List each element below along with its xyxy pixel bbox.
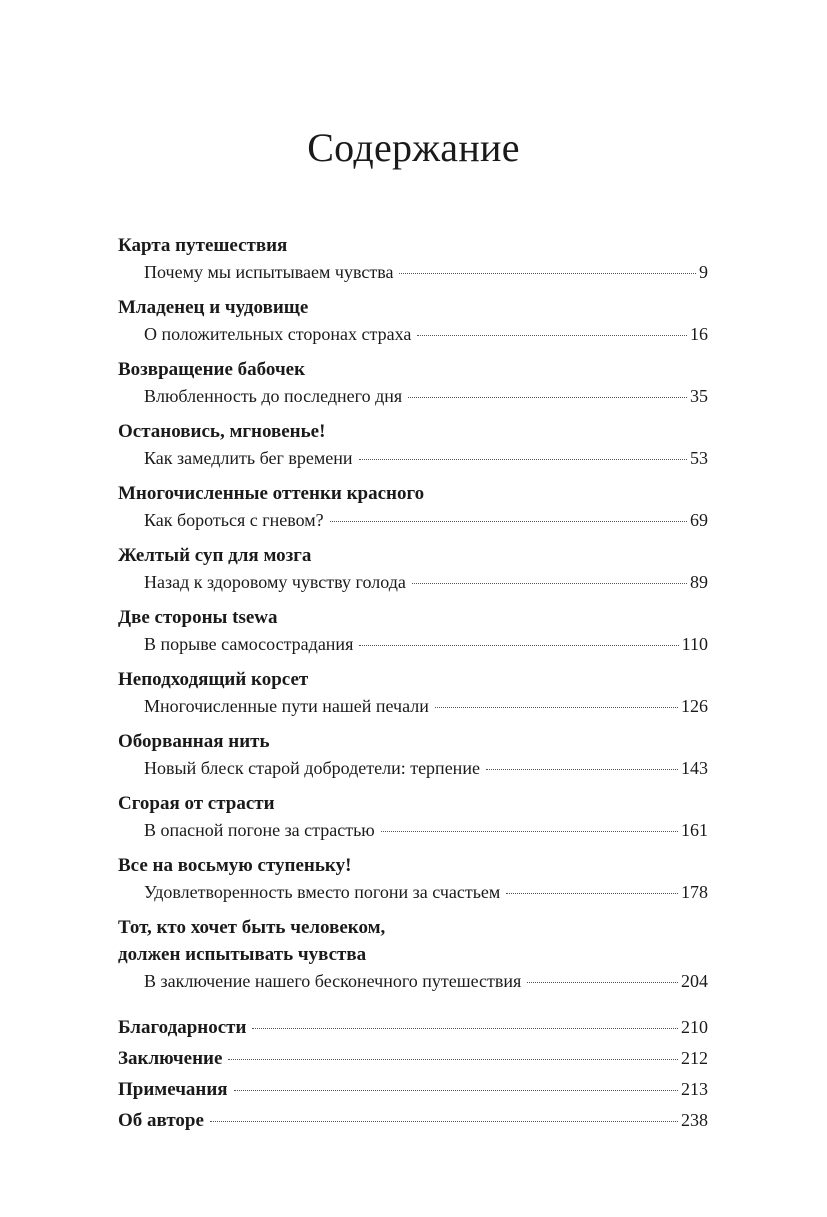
page-number: 53	[690, 448, 708, 468]
dot-leader	[417, 335, 687, 336]
page-number: 126	[681, 696, 708, 716]
toc-chapter	[118, 542, 708, 596]
entry-label: Благодарности	[118, 1017, 247, 1038]
page-number: 89	[690, 572, 708, 592]
toc-entry[interactable]	[118, 569, 708, 596]
dot-leader	[359, 645, 678, 646]
dot-leader	[506, 893, 678, 894]
dot-leader	[486, 769, 678, 770]
toc-entry[interactable]	[118, 631, 708, 658]
chapter-title: Желтый суп для мозга	[118, 545, 312, 566]
toc-chapter	[118, 294, 708, 348]
dot-leader	[412, 583, 687, 584]
chapter-title: Остановись, мгновенье!	[118, 421, 326, 442]
page-number: 16	[690, 324, 708, 344]
chapter-title: Тот, кто хочет быть человеком,	[118, 917, 386, 938]
chapter-title: Младенец и чудовище	[118, 297, 309, 318]
entry-label: Заключение	[118, 1048, 223, 1069]
toc-entry[interactable]	[118, 968, 708, 995]
chapter-title: Все на восьмую ступеньку!	[118, 855, 352, 876]
toc-entry-conclusion[interactable]	[118, 1043, 708, 1074]
toc-entry-notes[interactable]	[118, 1074, 708, 1105]
page-number: 35	[690, 386, 708, 406]
dot-leader	[359, 459, 687, 460]
chapter-subtitle: Как бороться с гневом?	[144, 510, 324, 530]
toc-entry[interactable]	[118, 383, 708, 410]
entry-label: Об авторе	[118, 1110, 204, 1131]
toc-entry[interactable]	[118, 817, 708, 844]
dot-leader	[210, 1121, 678, 1122]
toc-chapter	[118, 914, 708, 995]
toc-chapter	[118, 480, 708, 534]
page-number: 210	[681, 1017, 708, 1037]
chapter-title: Две стороны tsewa	[118, 607, 278, 628]
dot-leader	[408, 397, 687, 398]
toc-entry[interactable]	[118, 259, 708, 286]
toc-entry[interactable]	[118, 755, 708, 782]
page-number: 161	[681, 820, 708, 840]
page-number: 238	[681, 1110, 708, 1130]
dot-leader	[381, 831, 678, 832]
dot-leader	[234, 1090, 678, 1091]
chapter-title: Карта путешествия	[118, 235, 288, 256]
table-of-contents	[118, 232, 708, 1136]
toc-entry[interactable]	[118, 445, 708, 472]
toc-entry[interactable]	[118, 693, 708, 720]
toc-chapter	[118, 852, 708, 906]
backmatter	[118, 1012, 708, 1136]
toc-chapter	[118, 356, 708, 410]
chapter-title-line-2: должен испытывать чувства	[118, 944, 367, 965]
chapter-subtitle: Удовлетворенность вместо погони за счастьем	[144, 882, 501, 902]
chapter-subtitle: Почему мы испытываем чувства	[144, 262, 394, 282]
chapter-subtitle: Влюбленность до последнего дня	[144, 386, 403, 406]
page-number: 69	[690, 510, 708, 530]
toc-chapter	[118, 232, 708, 286]
page-number: 212	[681, 1048, 708, 1068]
toc-chapter	[118, 790, 708, 844]
dot-leader	[228, 1059, 678, 1060]
chapter-subtitle: О положительных сторонах страха	[144, 324, 412, 344]
page-number: 204	[681, 971, 708, 991]
toc-entry[interactable]	[118, 507, 708, 534]
toc-entry[interactable]	[118, 321, 708, 348]
toc-chapter	[118, 604, 708, 658]
dot-leader	[527, 982, 678, 983]
chapter-subtitle: Назад к здоровому чувству голода	[144, 572, 406, 592]
entry-label: Примечания	[118, 1079, 228, 1100]
chapter-subtitle: Как замедлить бег времени	[144, 448, 353, 468]
chapter-title: Неподходящий корсет	[118, 669, 309, 690]
chapter-subtitle: В порыве самосострадания	[144, 634, 354, 654]
chapter-subtitle: Многочисленные пути нашей печали	[144, 696, 429, 716]
page-title: Содержание	[307, 125, 520, 170]
page-number: 213	[681, 1079, 708, 1099]
page-number: 143	[681, 758, 708, 778]
chapter-title: Оборванная нить	[118, 731, 270, 752]
page-number: 178	[681, 882, 708, 902]
chapter-title: Возвращение бабочек	[118, 359, 306, 380]
page-number: 9	[699, 262, 708, 282]
toc-chapter	[118, 666, 708, 720]
toc-chapter	[118, 418, 708, 472]
dot-leader	[435, 707, 678, 708]
page-number: 110	[681, 634, 708, 654]
toc-entry-acknowledgements[interactable]	[118, 1012, 708, 1043]
dot-leader	[399, 273, 696, 274]
toc-entry[interactable]	[118, 879, 708, 906]
chapter-title: Сгорая от страсти	[118, 793, 275, 814]
chapter-subtitle: В опасной погоне за страстью	[144, 820, 375, 840]
toc-entry-about-author[interactable]	[118, 1105, 708, 1136]
chapter-subtitle: Новый блеск старой добродетели: терпение	[144, 758, 480, 778]
chapter-title: Многочисленные оттенки красного	[118, 483, 425, 504]
dot-leader	[252, 1028, 678, 1029]
toc-chapter	[118, 728, 708, 782]
chapter-subtitle: В заключение нашего бесконечного путешествия	[144, 971, 522, 991]
dot-leader	[330, 521, 687, 522]
